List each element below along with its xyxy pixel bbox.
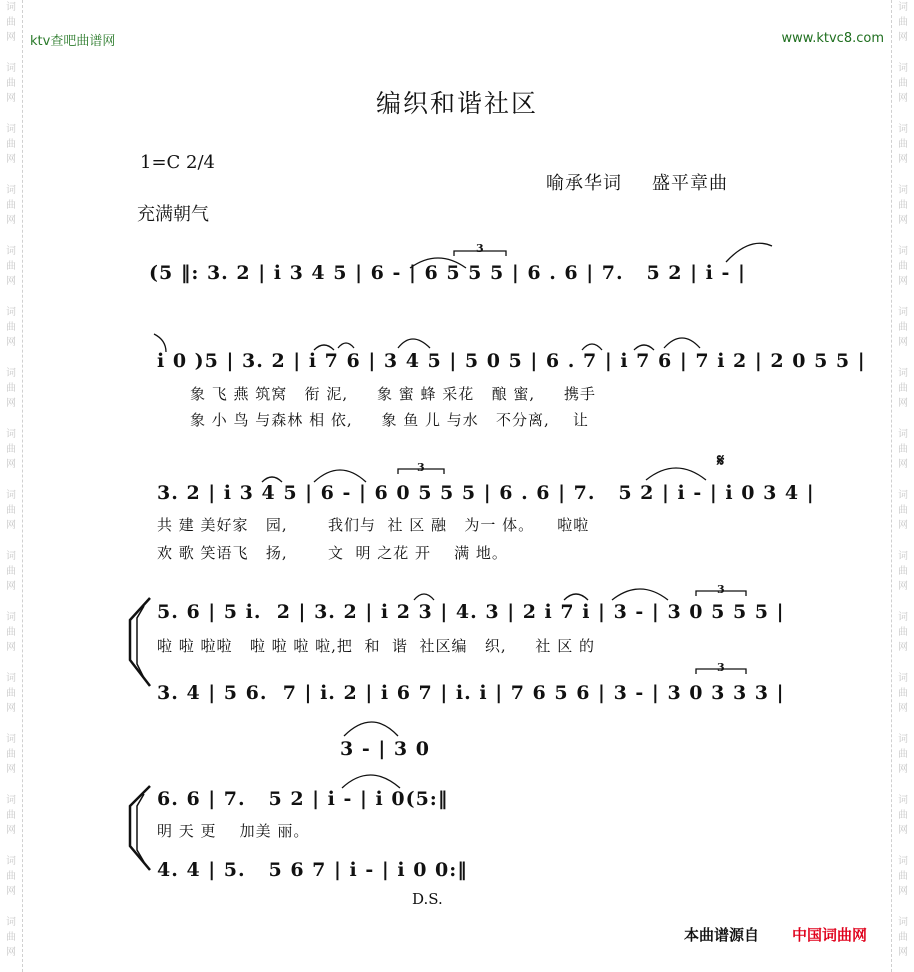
score-line-6: 3 - | 3 0 (340, 738, 430, 760)
watermark-text: 词 曲 网 (898, 368, 908, 409)
slur-5 (338, 343, 354, 348)
watermark-text: 词 曲 网 (898, 429, 908, 470)
score-line-7: 6. 6 | 7. 5 2 | i - | i 0(5:‖ (157, 788, 449, 810)
song-credits (546, 169, 728, 195)
watermark-text: 词 曲 网 (6, 490, 16, 531)
segno-sign: 𝄋 (717, 451, 725, 471)
slur-11 (314, 470, 366, 482)
lyric-line-3: 共 建 美好家 园, 我们与 社 区 融 为一 体。 啦啦 (157, 516, 590, 534)
watermark-text: 词 曲 网 (6, 307, 16, 348)
slur-17 (342, 775, 400, 788)
slur-14 (564, 594, 588, 600)
site-name-left[interactable]: ktv查吧曲谱网 (30, 34, 116, 49)
tempo-mark: 充满朝气 (137, 204, 209, 225)
triplet-mark-2: 3 (417, 461, 425, 474)
source-label: 本曲谱源自 (684, 926, 760, 944)
lyric-line-2: 象 小 鸟 与森林 相 依, 象 鱼 儿 与水 不分离, 让 (190, 411, 589, 429)
score-line-4: 5. 6 | 5 i. 2 | 3. 2 | i 2 3 | 4. 3 | 2 i 7 i | 3 - | 3 0 5 5 5 | (157, 601, 785, 623)
triplet-bracket-4 (696, 669, 746, 674)
watermark-text: 词 曲 网 (898, 612, 908, 653)
watermark-text: 词 曲 网 (898, 246, 908, 287)
triplet-mark-3: 3 (717, 583, 725, 596)
lyric-line-6: 明 天 更 加美 丽。 (157, 822, 310, 840)
slur-9 (664, 338, 700, 348)
site-url-right[interactable]: www.ktvc8.com (781, 31, 884, 46)
slur-16 (344, 722, 398, 736)
watermark-text: 词 曲 网 (6, 673, 16, 714)
watermark-text: 词 曲 网 (898, 490, 908, 531)
slur-13 (414, 594, 434, 600)
watermark-text: 词 曲 网 (898, 551, 908, 592)
watermark-text: 词 曲 网 (898, 734, 908, 775)
composer: 盛平章曲 (652, 173, 728, 194)
watermark-text: 词 曲 网 (898, 307, 908, 348)
lyric-line-5: 啦 啦 啦啦 啦 啦 啦 啦,把 和 谐 社区编 织, 社 区 的 (157, 637, 595, 655)
watermark-text: 词 曲 网 (6, 551, 16, 592)
watermark-text: 词 曲 网 (6, 124, 16, 165)
part-brace-1 (130, 598, 150, 686)
watermark-text: 词 曲 网 (6, 2, 16, 43)
score-line-2: i 0 )5 | 3. 2 | i 7 6 | 3 4 5 | 5 0 5 | 6 . 7 | i 7 6 | 7 i 2 | 2 0 5 5 | (157, 350, 866, 372)
watermark-text: 词 曲 网 (898, 856, 908, 897)
key-time-signature: 1=C 2/4 (140, 152, 215, 173)
watermark-text: 词 曲 网 (898, 63, 908, 104)
triplet-bracket-2 (398, 469, 444, 474)
dal-segno-mark: D.S. (412, 890, 443, 908)
watermark-strip-left (0, 0, 23, 972)
part-brace-2 (130, 786, 150, 870)
slur-12 (646, 468, 706, 480)
watermark-text: 词 曲 网 (898, 795, 908, 836)
watermark-text: 词 曲 网 (6, 63, 16, 104)
triplet-mark-1: 3 (476, 242, 484, 255)
triplet-bracket-1 (454, 251, 506, 256)
watermark-text: 词 曲 网 (898, 673, 908, 714)
slur-6 (398, 339, 430, 348)
watermark-text: 词 曲 网 (6, 795, 16, 836)
score-line-5: 3. 4 | 5 6. 7 | i. 2 | i 6 7 | i. i | 7 6 5 6 | 3 - | 3 0 3 3 3 | (157, 682, 785, 704)
lyric-line-1: 象 飞 燕 筑窝 衔 泥, 象 蜜 蜂 采花 酿 蜜, 携手 (190, 385, 596, 403)
triplet-mark-4: 3 (717, 661, 725, 674)
slur-2 (726, 243, 772, 262)
watermark-text: 词 曲 网 (6, 185, 16, 226)
watermark-text: 词 曲 网 (6, 246, 16, 287)
lyricist: 喻承华词 (546, 173, 622, 194)
part-brace-2b (137, 794, 144, 862)
watermark-strip-right (891, 0, 914, 972)
lyric-line-4: 欢 歌 笑语飞 扬, 文 明 之花 开 满 地。 (157, 544, 508, 562)
song-title: 编织和谐社区 (375, 89, 538, 118)
watermark-text: 词 曲 网 (6, 917, 16, 958)
slur-15 (612, 589, 668, 600)
part-brace-1b (137, 606, 144, 678)
watermark-text: 词 曲 网 (6, 856, 16, 897)
watermark-text: 词 曲 网 (6, 429, 16, 470)
watermark-text: 词 曲 网 (6, 612, 16, 653)
triplet-bracket-3 (696, 591, 746, 596)
watermark-text: 词 曲 网 (898, 185, 908, 226)
score-line-3: 3. 2 | i 3 4 5 | 6 - | 6 0 5 5 5 | 6 . 6 | 7. 5 2 | i - | i 0 3 4 | (157, 482, 815, 504)
watermark-text: 词 曲 网 (6, 734, 16, 775)
watermark-text: 词 曲 网 (898, 124, 908, 165)
score-line-1: (5 ‖: 3. 2 | i 3 4 5 | 6 - | 6 5 5 5 | 6 . 6 | 7. 5 2 | i - | (149, 262, 746, 284)
score-line-8: 4. 4 | 5. 5 6 7 | i - | i 0 0:‖ (157, 859, 468, 881)
watermark-text: 词 曲 网 (898, 917, 908, 958)
watermark-text: 词 曲 网 (6, 368, 16, 409)
source-site[interactable]: 中国词曲网 (792, 926, 868, 944)
watermark-text: 词 曲 网 (898, 2, 908, 43)
